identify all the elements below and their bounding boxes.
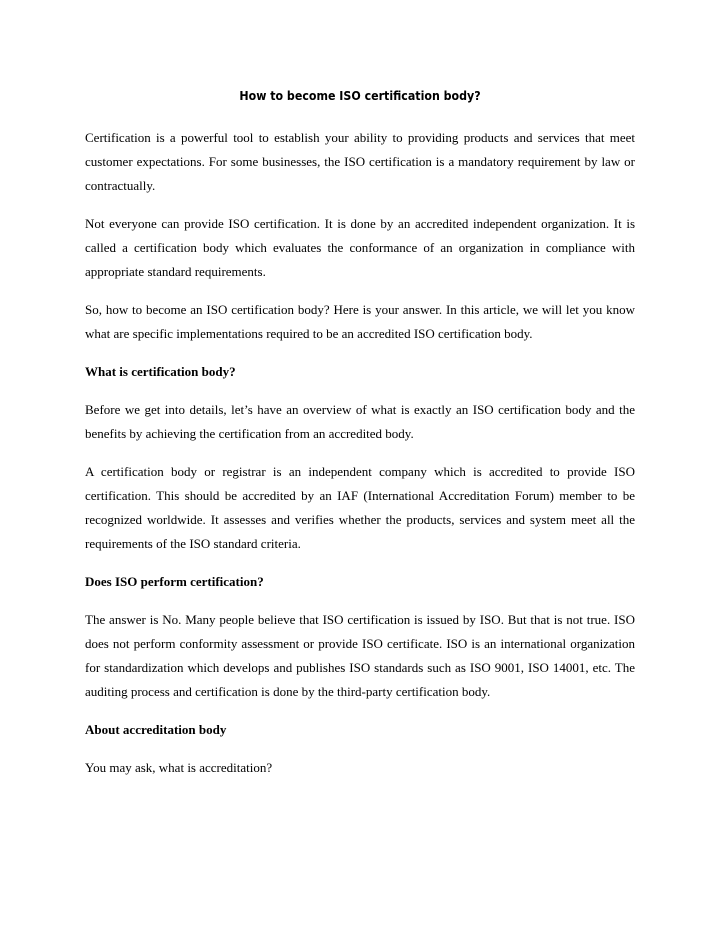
heading-what-is-certification-body: What is certification body? bbox=[85, 364, 236, 379]
heading-does-iso-perform: Does ISO perform certification? bbox=[85, 574, 264, 589]
paragraph-how-to-become: So, how to become an ISO certification body? Here is your answer. In this article, we will let you know what are specific implementations required to be an accredited ISO certification body. bbox=[85, 302, 635, 341]
paragraph-who-provides: Not everyone can provide ISO certification. It is done by an accredited independent organization. It is called a certification body which evaluates the conformance of an organization in compliance with appropriate standard requirements. bbox=[85, 216, 635, 279]
document-title: How to become ISO certification body? bbox=[239, 89, 481, 103]
paragraph-intro: Certification is a powerful tool to establish your ability to providing products and services that meet customer expectations. For some businesses, the ISO certification is a mandatory requirement by law or contractually. bbox=[85, 130, 635, 193]
paragraph-overview: Before we get into details, let’s have an overview of what is exactly an ISO certification body and the benefits by achieving the certification from an accredited body. bbox=[85, 402, 635, 441]
paragraph-iso-answer: The answer is No. Many people believe that ISO certification is issued by ISO. But that is not true. ISO does not perform conformity assessment or provide ISO certificate. ISO is an international organization for standardization which develops and publishes ISO standards such as ISO 9001, ISO 14001, etc. The auditing process and certification is done by the third-party certification body. bbox=[85, 612, 635, 699]
paragraph-what-is-accreditation: You may ask, what is accreditation? bbox=[85, 760, 273, 775]
heading-accreditation-body: About accreditation body bbox=[85, 722, 227, 737]
paragraph-registrar-definition: A certification body or registrar is an independent company which is accredited to provide ISO certification. This should be accredited by an IAF (International Accreditation Forum) member to be recognized worldwide. It assesses and verifies whether the products, services and system meet all the requirements of the ISO standard criteria. bbox=[85, 464, 635, 551]
document-body bbox=[85, 84, 635, 794]
